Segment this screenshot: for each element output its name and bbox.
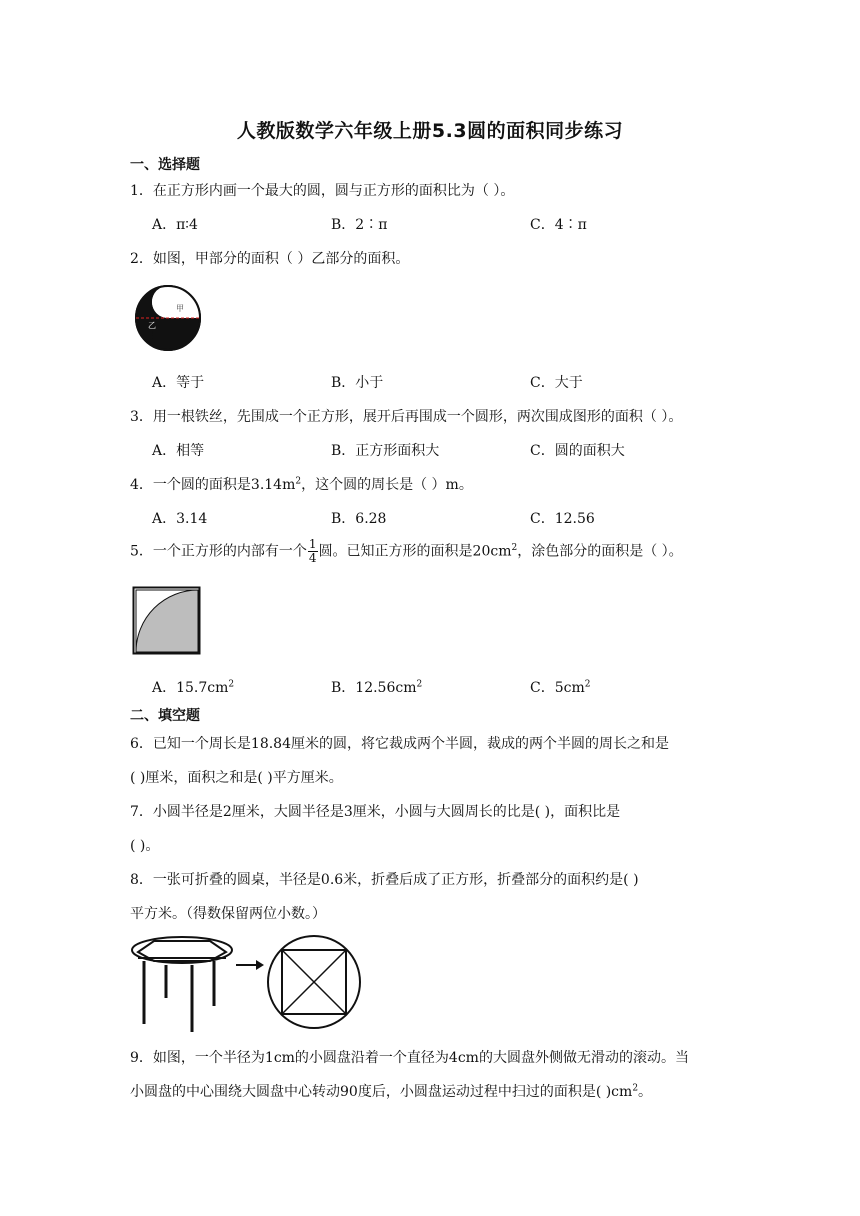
folding-table-figure: [128, 928, 364, 1036]
question-1: 1．在正方形内画一个最大的圆，圆与正方形的面积比为（ ）。: [130, 183, 515, 199]
q3-option-b: B．正方形面积大: [331, 443, 440, 459]
question-6-line-1: 6．已知一个周长是18.84厘米的圆，将它裁成两个半圆，裁成的两个半圆的周长之和是: [130, 736, 669, 752]
q4-option-a: A．3.14: [152, 511, 208, 527]
q2-option-c: C．大于: [530, 375, 583, 391]
q3-option-a: A．相等: [152, 443, 205, 459]
q4-option-c: C．12.56: [530, 511, 595, 527]
q1-option-c: C．4∶π: [530, 217, 587, 233]
q1-option-b: B．2∶π: [331, 217, 388, 233]
section-heading-fill: 二、填空题: [130, 708, 200, 724]
question-7-line-1: 7．小圆半径是2厘米，大圆半径是3厘米，小圆与大圆周长的比是( )，面积比是: [130, 804, 621, 820]
q5-option-a: A．$15.7cm^2$: [152, 679, 235, 696]
q5-option-b: B．$12.56cm^2$: [331, 679, 423, 696]
question-5: 5．一个正方形的内部有一个 $\frac{1}{4}$ 圆。已知正方形的面积是$20cm^2$，涂色部分的面积是（ ）。: [130, 537, 683, 565]
q1-option-a: A．π∶4: [152, 217, 198, 233]
question-3: 3．用一根铁丝，先围成一个正方形，展开后再围成一个圆形，两次围成图形的面积（ ）。: [130, 409, 683, 425]
q4-option-b: B．6.28: [331, 511, 387, 527]
question-7-line-2: ( )。: [130, 838, 160, 854]
question-6-line-2: ( )厘米，面积之和是( )平方厘米。: [130, 770, 343, 786]
fraction-quarter: $\frac{1}{4}$: [308, 537, 317, 565]
question-9-line-2: 小圆盘的中心围绕大圆盘中心转动90度后，小圆盘运动过程中扫过的面积是( )$cm^2$。: [130, 1083, 653, 1100]
q3-option-c: C．圆的面积大: [530, 443, 625, 459]
question-9-line-1: 9．如图，一个半径为1cm的小圆盘沿着一个直径为4cm的大圆盘外侧做无滑动的滚动。当: [130, 1050, 689, 1066]
question-8-line-2: 平方米。（得数保留两位小数。）: [130, 906, 326, 922]
q5-option-c: C．$5cm^2$: [530, 679, 591, 696]
page-title: 人教版数学六年级上册5.3圆的面积同步练习: [236, 120, 624, 142]
label-jia: 甲: [176, 304, 184, 313]
q2-option-a: A．等于: [152, 375, 205, 391]
q2-option-b: B．小于: [331, 375, 384, 391]
question-8-line-1: 8．一张可折叠的圆桌，半径是0.6米，折叠后成了正方形，折叠部分的面积约是( ): [130, 872, 639, 888]
quarter-circle-figure: [132, 586, 202, 656]
question-2: 2．如图，甲部分的面积（ ）乙部分的面积。: [130, 251, 410, 267]
yin-yang-figure: [130, 284, 206, 354]
section-heading-choice: 一、选择题: [130, 157, 200, 173]
question-4: 4．一个圆的面积是$3.14m^2$，这个圆的周长是（ ）m。: [130, 476, 473, 493]
label-yi: 乙: [148, 321, 156, 330]
